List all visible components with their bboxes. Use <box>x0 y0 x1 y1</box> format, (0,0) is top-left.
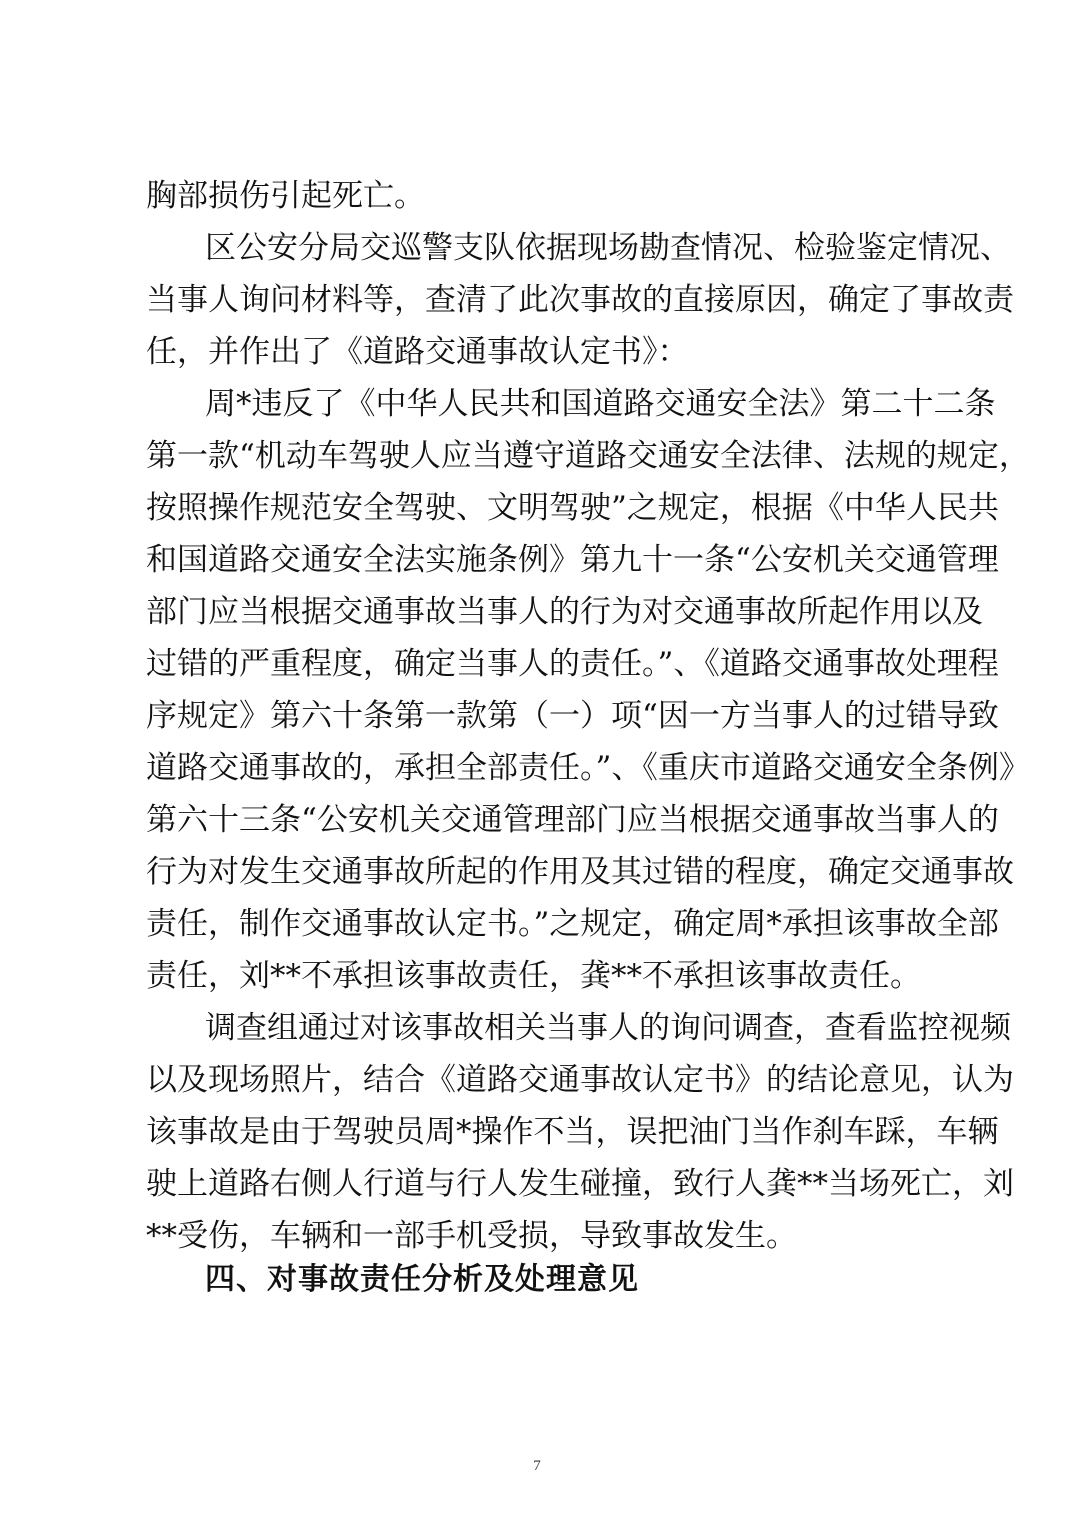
text-line: 该事故是由于驾驶员周*操作不当，误把油门当作刹车踩，车辆 <box>146 1114 999 1150</box>
text-line: 任，并作出了《道路交通事故认定书》： <box>146 334 689 370</box>
section-heading: 四、对事故责任分析及处理意见 <box>205 1262 639 1297</box>
text-line: 和国道路交通安全法实施条例》第九十一条“公安机关交通管理 <box>146 542 999 578</box>
text-line: 责任，制作交通事故认定书。”之规定，确定周*承担该事故全部 <box>146 906 999 942</box>
text-line: 驶上道路右侧人行道与行人发生碰撞，致行人龚**当场死亡，刘 <box>146 1166 1014 1202</box>
text-line: 以及现场照片，结合《道路交通事故认定书》的结论意见，认为 <box>146 1062 1014 1098</box>
text-line: 序规定》第六十条第一款第（一）项“因一方当事人的过错导致 <box>146 698 999 734</box>
text-line: 过错的严重程度，确定当事人的责任。”、《道路交通事故处理程 <box>146 646 999 682</box>
text-line: **受伤，车辆和一部手机受损，导致事故发生。 <box>146 1218 797 1254</box>
text-line: 第一款“机动车驾驶人应当遵守道路交通安全法律、法规的规定， <box>146 438 1030 474</box>
text-line: 部门应当根据交通事故当事人的行为对交通事故所起作用以及 <box>146 594 983 630</box>
text-line: 调查组通过对该事故相关当事人的询问调查，查看监控视频 <box>205 1010 1011 1046</box>
text-line: 按照操作规范安全驾驶、文明驾驶”之规定，根据《中华人民共 <box>146 490 999 526</box>
text-line: 胸部损伤引起死亡。 <box>146 178 425 214</box>
text-line: 区公安分局交巡警支队依据现场勘查情况、检验鉴定情况、 <box>205 230 1011 266</box>
text-line: 当事人询问材料等，查清了此次事故的直接原因，确定了事故责 <box>146 282 1014 318</box>
text-line: 第六十三条“公安机关交通管理部门应当根据交通事故当事人的 <box>146 802 999 838</box>
text-line: 行为对发生交通事故所起的作用及其过错的程度，确定交通事故 <box>146 854 1014 890</box>
text-line: 道路交通事故的，承担全部责任。”、《重庆市道路交通安全条例》 <box>146 750 1030 786</box>
text-line: 周*违反了《中华人民共和国道路交通安全法》第二十二条 <box>205 386 996 422</box>
page-number: 7 <box>533 1458 541 1474</box>
text-line: 责任，刘**不承担该事故责任，龚**不承担该事故责任。 <box>146 958 921 994</box>
